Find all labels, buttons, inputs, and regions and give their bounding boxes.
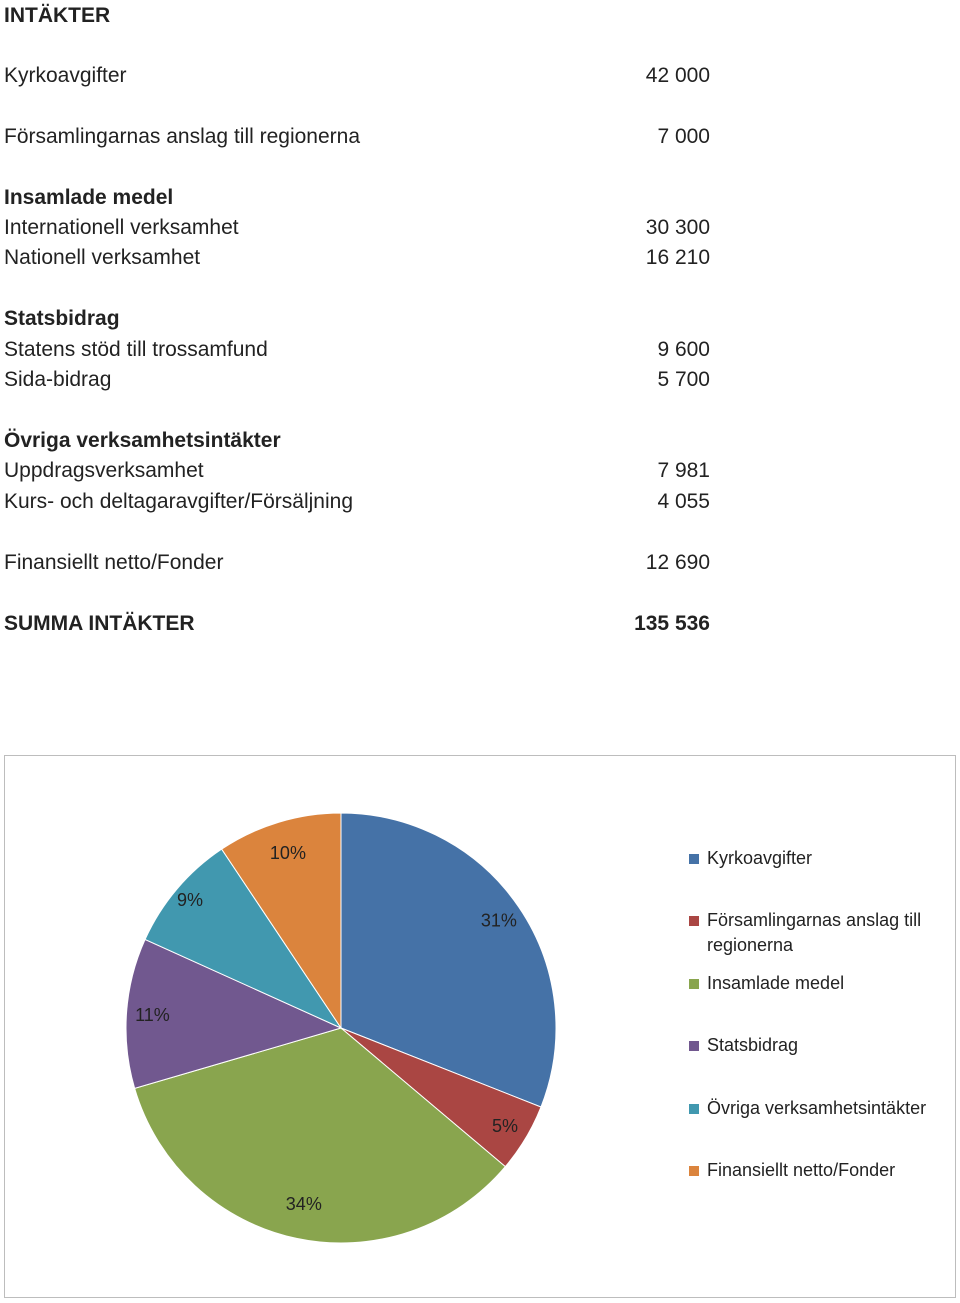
- row-label: Internationell verksamhet: [4, 216, 239, 239]
- total-label: SUMMA INTÄKTER: [4, 612, 195, 635]
- pie-percent-label: 5%: [491, 1115, 518, 1136]
- row-amount: 42 000: [645, 64, 710, 87]
- row-finansiellt-netto: [4, 550, 710, 576]
- row-forsamlingarnas-anslag: [4, 124, 710, 150]
- legend-swatch: [689, 854, 699, 864]
- row-amount: 7 000: [657, 125, 710, 148]
- row-amount: 16 210: [645, 246, 710, 269]
- row-label: Kyrkoavgifter: [4, 64, 127, 87]
- row-label: Kurs- och deltagaravgifter/Försäljning: [4, 490, 354, 513]
- legend-label: Kyrkoavgifter: [707, 848, 813, 868]
- row-uppdragsverksamhet: [4, 458, 710, 484]
- pie-percent-label: 31%: [480, 910, 517, 931]
- row-amount: 4 055: [657, 490, 710, 513]
- row-kyrkoavgifter: [4, 63, 710, 89]
- section-label: Övriga verksamhetsintäkter: [4, 429, 281, 452]
- legend-swatch: [689, 979, 699, 989]
- legend-swatch: [689, 1104, 699, 1114]
- pie-chart: [5, 756, 955, 1297]
- legend-label: Övriga verksamhetsintäkter: [707, 1098, 927, 1118]
- row-label: Finansiellt netto/Fonder: [4, 551, 224, 574]
- row-amount: 12 690: [645, 551, 710, 574]
- pie-chart-frame: [4, 755, 956, 1298]
- legend-label: Finansiellt netto/Fonder: [707, 1160, 896, 1180]
- legend-label: Statsbidrag: [707, 1035, 799, 1055]
- section-label: Insamlade medel: [4, 186, 174, 209]
- row-statens-stod: [4, 337, 710, 363]
- row-label: Uppdragsverksamhet: [4, 459, 204, 482]
- heading: INTÄKTER: [4, 4, 111, 27]
- row-amount: 9 600: [657, 338, 710, 361]
- pie-percent-label: 10%: [269, 842, 306, 863]
- row-label: Församlingarnas anslag till regionerna: [4, 125, 361, 148]
- row-sida-bidrag: [4, 367, 710, 393]
- pie-percent-label: 11%: [135, 1004, 170, 1025]
- legend-swatch: [689, 916, 699, 926]
- pie-percent-label: 34%: [285, 1194, 322, 1215]
- row-label: Sida-bidrag: [4, 368, 112, 391]
- pie-percent-label: 9%: [177, 889, 204, 910]
- row-amount: 5 700: [657, 368, 710, 391]
- section-ovriga-verksamhetsintakter: [4, 428, 710, 454]
- row-label: Nationell verksamhet: [4, 246, 201, 269]
- legend-swatch: [689, 1041, 699, 1051]
- legend-label: Församlingarnas anslag till regionerna: [707, 910, 922, 955]
- legend-label: Insamlade medel: [707, 973, 845, 993]
- row-amount: 30 300: [645, 216, 710, 239]
- section-insamlade-medel: [4, 185, 710, 211]
- row-kurs-och-deltagaravgifter: [4, 489, 710, 515]
- section-statsbidrag: [4, 306, 710, 332]
- legend-swatch: [689, 1166, 699, 1176]
- row-internationell-verksamhet: [4, 215, 710, 241]
- section-label: Statsbidrag: [4, 307, 120, 330]
- row-summa-intakter: [4, 611, 710, 637]
- row-nationell-verksamhet: [4, 245, 710, 271]
- total-amount: 135 536: [634, 612, 710, 635]
- row-label: Statens stöd till trossamfund: [4, 338, 268, 361]
- row-amount: 7 981: [657, 459, 710, 482]
